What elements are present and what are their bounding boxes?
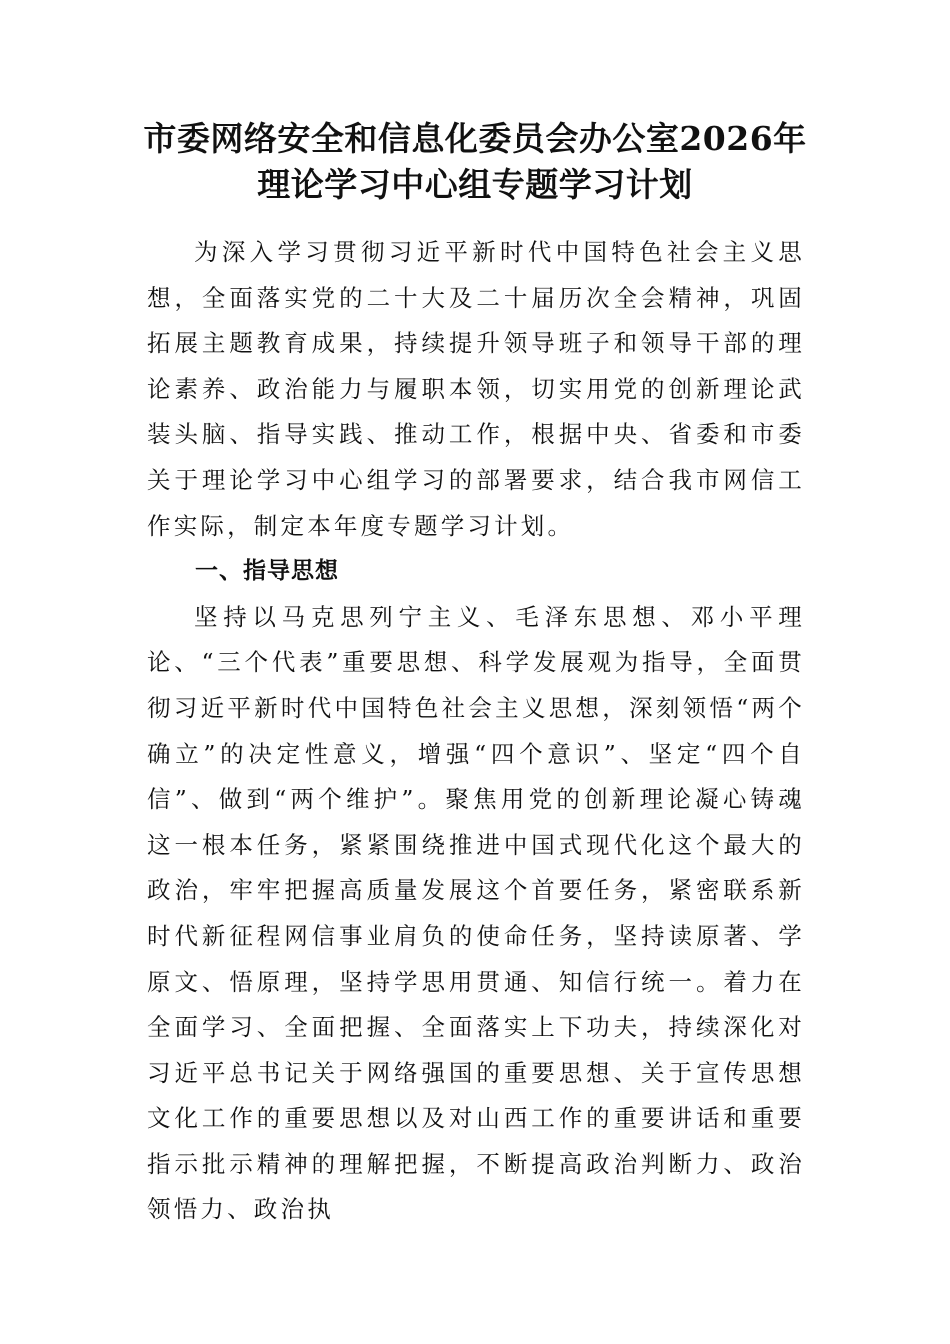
document-title: 市委网络安全和信息化委员会办公室2026年理论学习中心组专题学习计划 [143, 119, 807, 204]
guiding-ideology-paragraph: 坚持以马克思列宁主义、毛泽东思想、邓小平理论、“三个代表”重要思想、科学发展观为指导，全面贯彻习近平新时代中国特色社会主义思想，深刻领悟“两个确立”的决定性意义，增强“四个意识”、坚定“四个自信”、做到“两个维护”。聚焦用党的创新理论凝心铸魂这一根本任务，紧紧围绕推进中国式现代化这个最大的政治，牢牢把握高质量发展这个首要任务，紧密联系新时代新征程网信事业肩负的使命任务，坚持读原著、学原文、悟原理，坚持学思用贯通、知信行统一。着力在全面学习、全面把握、全面落实上下功夫，持续深化对习近平总书记关于网络强国的重要思想、关于宣传思想文化工作的重要思想以及对山西工作的重要讲话和重要指示批示精神的理解把握，不断提高政治判断力、政治领悟力、政治执 [147, 602, 805, 1224]
section-heading-guiding-ideology: 一、指导思想 [195, 558, 339, 585]
document-body [147, 230, 805, 1233]
intro-paragraph: 为深入学习贯彻习近平新时代中国特色社会主义思想，全面落实党的二十大及二十届历次全会精神，巩固拓展主题教育成果，持续提升领导班子和领导干部的理论素养、政治能力与履职本领，切实用党的创新理论武装头脑、指导实践、推动工作，根据中央、省委和市委关于理论学习中心组学习的部署要求，结合我市网信工作实际，制定本年度专题学习计划。 [147, 238, 805, 540]
